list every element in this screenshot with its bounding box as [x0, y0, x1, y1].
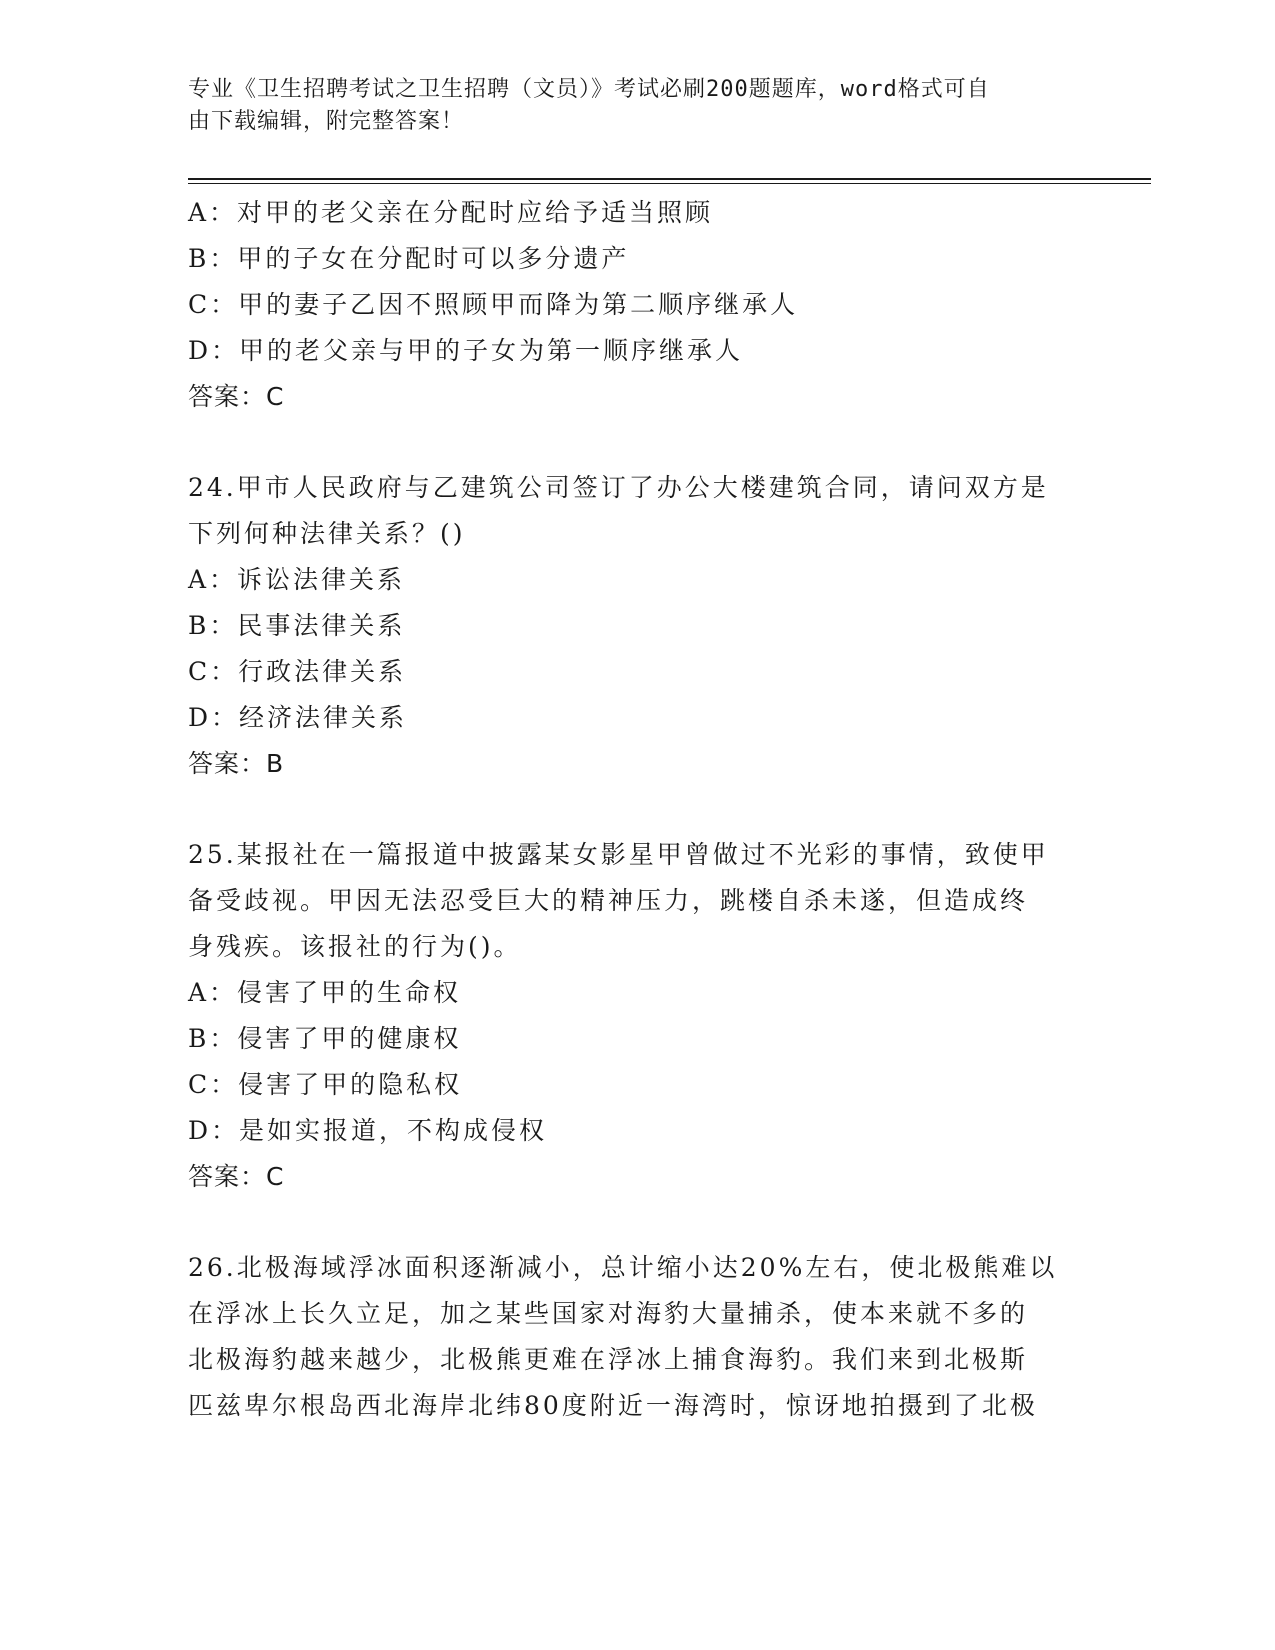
question-text-line: 北极海豹越来越少，北极熊更难在浮冰上捕食海豹。我们来到北极斯 — [188, 1345, 1029, 1374]
header-divider-thin — [188, 183, 1151, 184]
question-25 — [188, 832, 1068, 1200]
question-list — [188, 190, 1068, 1429]
option-b: B：侵害了甲的健康权 — [188, 1024, 462, 1053]
question-text-line: 备受歧视。甲因无法忍受巨大的精神压力，跳楼自杀未遂，但造成终 — [188, 886, 1029, 915]
question-text-line: 24.甲市人民政府与乙建筑公司签订了办公大楼建筑合同，请问双方是 — [188, 473, 1049, 502]
header-line-2: 由下载编辑，附完整答案！ — [188, 109, 465, 134]
option-d: D：是如实报道，不构成侵权 — [188, 1116, 548, 1145]
option-a: A：侵害了甲的生命权 — [188, 978, 462, 1007]
option-d: D：经济法律关系 — [188, 703, 408, 732]
question-text-line: 匹兹卑尔根岛西北海岸北纬80度附近一海湾时，惊讶地拍摄到了北极 — [188, 1391, 1038, 1420]
header-divider-thick — [188, 178, 1151, 180]
answer: 答案：B — [188, 749, 285, 778]
question-text-line: 26.北极海域浮冰面积逐渐减小，总计缩小达20%左右，使北极熊难以 — [188, 1253, 1058, 1282]
document-header — [188, 74, 1068, 138]
question-26 — [188, 1245, 1068, 1429]
option-a: A：对甲的老父亲在分配时应给予适当照顾 — [188, 198, 714, 227]
answer: 答案：C — [188, 382, 285, 411]
option-c: C：行政法律关系 — [188, 657, 407, 686]
option-d: D：甲的老父亲与甲的子女为第一顺序继承人 — [188, 336, 744, 365]
question-text-line: 身残疾。该报社的行为()。 — [188, 932, 522, 961]
question-text-line: 25.某报社在一篇报道中披露某女影星甲曾做过不光彩的事情，致使甲 — [188, 840, 1049, 869]
option-c: C：甲的妻子乙因不照顾甲而降为第二顺序继承人 — [188, 290, 799, 319]
spacer — [188, 420, 1068, 465]
option-b: B：民事法律关系 — [188, 611, 406, 640]
option-b: B：甲的子女在分配时可以多分遗产 — [188, 244, 630, 273]
option-c: C：侵害了甲的隐私权 — [188, 1070, 463, 1099]
question-text-line: 下列何种法律关系？() — [188, 519, 466, 548]
header-line-1: 专业《卫生招聘考试之卫生招聘（文员）》考试必刷200题题库，word格式可自 — [188, 77, 990, 102]
question-text-line: 在浮冰上长久立足，加之某些国家对海豹大量捕杀，使本来就不多的 — [188, 1299, 1029, 1328]
spacer — [188, 787, 1068, 832]
spacer — [188, 1200, 1068, 1245]
answer: 答案：C — [188, 1162, 285, 1191]
option-a: A：诉讼法律关系 — [188, 565, 406, 594]
question-23-continued — [188, 190, 1068, 420]
question-24 — [188, 465, 1068, 787]
